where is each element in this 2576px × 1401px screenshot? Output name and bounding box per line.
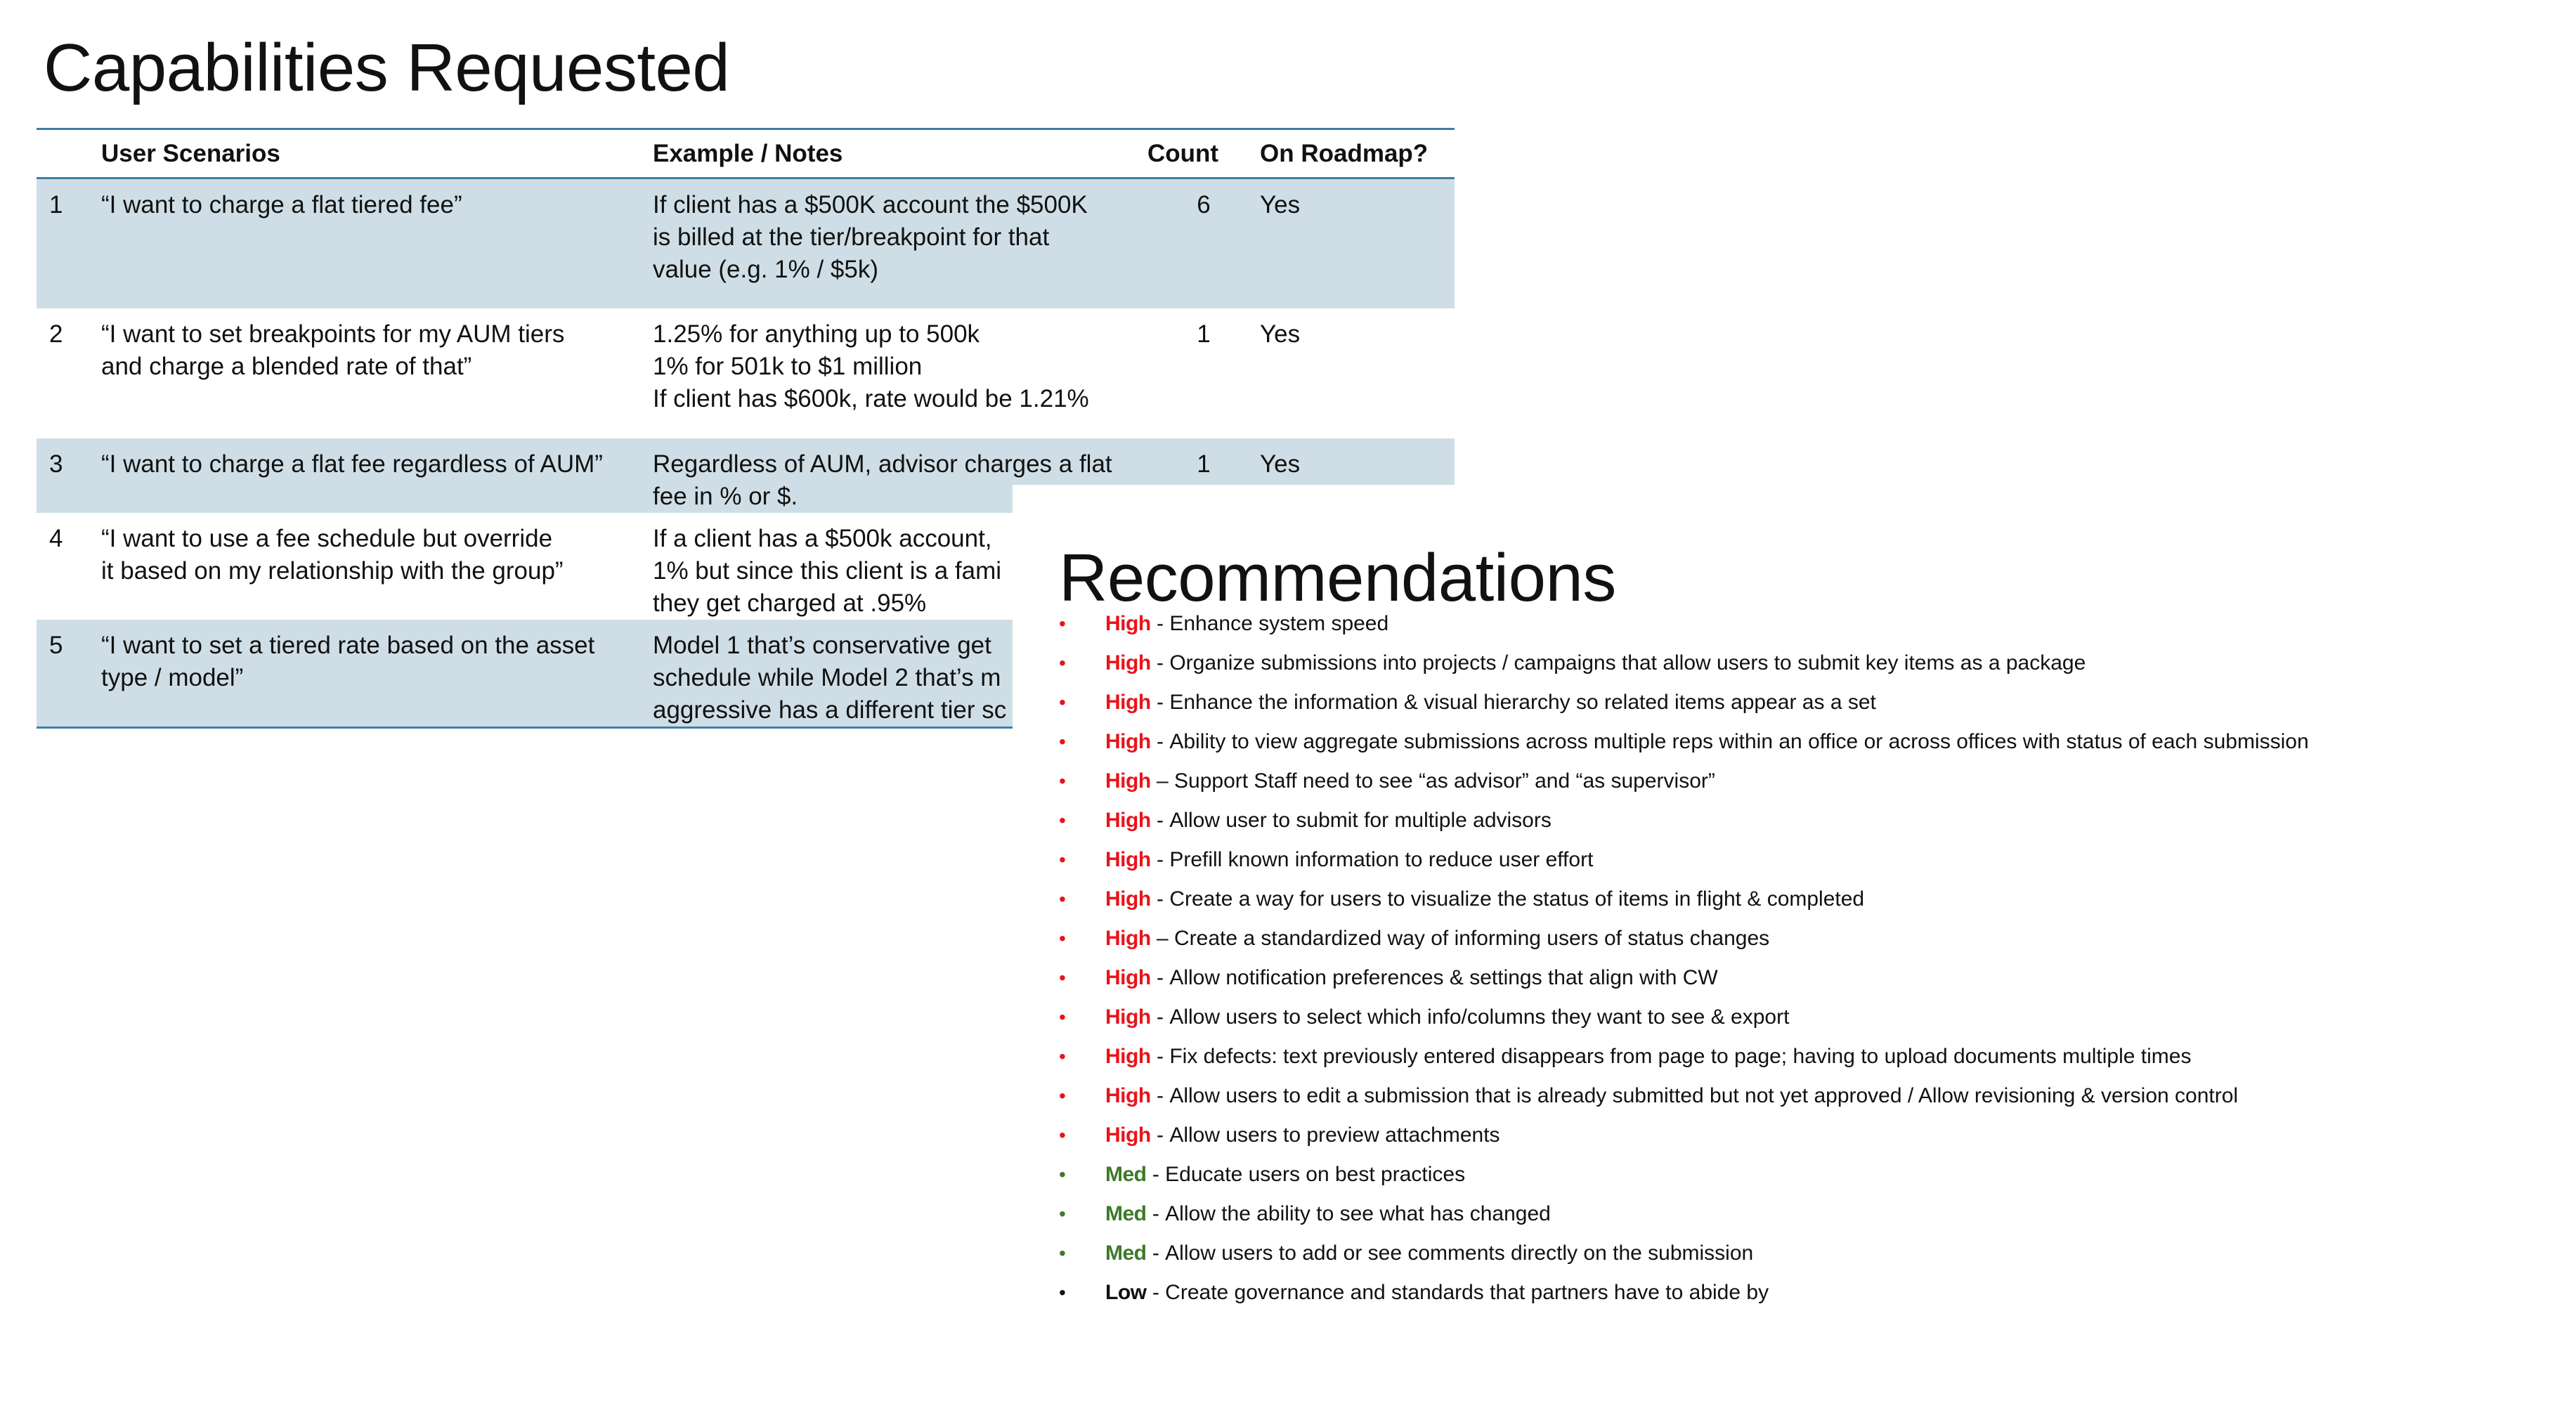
priority-label: High — [1105, 1005, 1151, 1029]
header-count: Count — [1147, 129, 1260, 178]
recommendation-text: Support Staff need to see “as advisor” and “as supervisor” — [1174, 769, 1715, 793]
priority-separator: - — [1146, 1281, 1166, 1304]
row-example: Model 1 that’s conservative get schedule while Model 2 that’s m aggressive has a different tier sc — [653, 620, 1147, 728]
row-number: 4 — [49, 524, 63, 552]
list-item — [1059, 767, 2309, 807]
priority-separator: - — [1150, 809, 1170, 832]
row-scenario: “I want to use a fee schedule but override it based on my relationship with the group” — [101, 524, 564, 585]
row-scenario: “I want to charge a flat tiered fee” — [101, 178, 653, 308]
priority-label: High — [1105, 612, 1151, 635]
recommendation-text: Organize submissions into projects / campaigns that allow users to submit key items as a package — [1169, 651, 2086, 675]
recommendation-text: Enhance system speed — [1169, 612, 1389, 635]
recommendation-text: Create governance and standards that partners have to abide by — [1165, 1281, 1769, 1304]
recommendations-panel — [1013, 485, 2576, 1401]
bullet-icon: • — [1059, 849, 1066, 871]
recommendation-text: Allow user to submit for multiple advisors — [1169, 809, 1552, 832]
recommendation-text: Allow notification preferences & settings that align with CW — [1169, 966, 1718, 989]
row-example: If client has a $500K account the $500K is billed at the tier/breakpoint for that value (e.g. 1% / $5k) — [653, 178, 1147, 308]
bullet-icon: • — [1059, 1045, 1066, 1067]
priority-label: High — [1105, 887, 1151, 911]
list-item — [1059, 1043, 2309, 1082]
row-count: 1 — [1147, 438, 1260, 513]
list-item — [1059, 1161, 2309, 1200]
row-example: Regardless of AUM, advisor charges a flat fee in % or $. — [653, 438, 1147, 513]
bullet-icon: • — [1059, 1203, 1066, 1225]
bullet-icon: • — [1059, 967, 1066, 989]
list-item — [1059, 689, 2309, 728]
row-number: 1 — [37, 178, 101, 308]
priority-separator: - — [1150, 1005, 1170, 1029]
bullet-icon: • — [1059, 691, 1066, 713]
row-example: If a client has a $500k account, 1% but since this client is a fami they get charged at .95% — [653, 524, 1002, 617]
recommendation-text: Allow users to edit a submission that is already submitted but not yet approved / Allow revisioning & version control — [1169, 1084, 2239, 1107]
priority-separator: - — [1146, 1242, 1166, 1265]
bullet-icon: • — [1059, 1164, 1066, 1185]
priority-label: High — [1105, 769, 1151, 793]
bullet-icon: • — [1059, 1282, 1066, 1303]
priority-label: Med — [1105, 1242, 1147, 1265]
list-item — [1059, 649, 2309, 689]
list-item — [1059, 964, 2309, 1003]
row-scenario: “I want to charge a flat fee regardless of AUM” — [101, 438, 653, 513]
row-scenario: “I want to set breakpoints for my AUM tiers and charge a blended rate of that” — [101, 320, 565, 380]
list-item — [1059, 1003, 2309, 1043]
list-item — [1059, 885, 2309, 925]
priority-label: High — [1105, 730, 1151, 753]
recommendation-text: Allow the ability to see what has changed — [1165, 1202, 1551, 1225]
bullet-icon: • — [1059, 1085, 1066, 1107]
priority-label: High — [1105, 966, 1151, 989]
priority-label: High — [1105, 691, 1151, 714]
bullet-icon: • — [1059, 888, 1066, 910]
priority-separator: - — [1150, 848, 1170, 871]
list-item — [1059, 1279, 2309, 1318]
priority-label: High — [1105, 848, 1151, 871]
header-number — [37, 129, 101, 178]
priority-label: High — [1105, 651, 1151, 675]
recommendation-text: Ability to view aggregate submissions across multiple reps within an office or across offices with status of each submission — [1169, 730, 2309, 753]
priority-separator: – — [1150, 927, 1175, 950]
recommendations-list — [1059, 610, 2309, 1318]
list-item — [1059, 1082, 2309, 1121]
row-count: 1 — [1197, 320, 1211, 348]
recommendation-text: Create a standardized way of informing users of status changes — [1174, 927, 1770, 950]
table-header-row — [37, 129, 1455, 178]
priority-label: Low — [1105, 1281, 1147, 1304]
list-item — [1059, 610, 2309, 649]
list-item — [1059, 1121, 2309, 1161]
bullet-icon: • — [1059, 1124, 1066, 1146]
bullet-icon: • — [1059, 731, 1066, 752]
header-on-roadmap: On Roadmap? — [1260, 129, 1455, 178]
row-scenario: “I want to set a tiered rate based on the asset type / model” — [101, 620, 653, 728]
row-number: 5 — [37, 620, 101, 728]
list-item — [1059, 807, 2309, 846]
priority-separator: - — [1150, 730, 1170, 753]
bullet-icon: • — [1059, 652, 1066, 674]
bullet-icon: • — [1059, 1006, 1066, 1028]
priority-separator: – — [1150, 769, 1175, 793]
recommendation-text: Allow users to preview attachments — [1169, 1123, 1500, 1147]
header-user-scenarios: User Scenarios — [101, 129, 653, 178]
capabilities-title: Capabilities Requested — [44, 30, 730, 105]
bullet-icon: • — [1059, 809, 1066, 831]
priority-label: High — [1105, 1123, 1151, 1147]
recommendation-text: Allow users to select which info/columns they want to see & export — [1169, 1005, 1790, 1029]
row-example: 1.25% for anything up to 500k 1% for 501k to $1 million If client has $600k, rate would be 1.21% — [653, 320, 1089, 412]
list-item — [1059, 1200, 2309, 1239]
priority-separator: - — [1146, 1202, 1166, 1225]
priority-separator: - — [1150, 651, 1170, 675]
recommendations-title: Recommendations — [1059, 540, 1616, 615]
bullet-icon: • — [1059, 927, 1066, 949]
priority-separator: - — [1150, 887, 1170, 911]
priority-separator: - — [1150, 1045, 1170, 1068]
recommendation-text: Enhance the information & visual hierarchy so related items appear as a set — [1169, 691, 1876, 714]
priority-label: High — [1105, 809, 1151, 832]
priority-label: Med — [1105, 1202, 1147, 1225]
recommendation-text: Fix defects: text previously entered disappears from page to page; having to upload documents multiple times — [1169, 1045, 2192, 1068]
table-row — [37, 308, 1455, 438]
priority-separator: - — [1150, 1084, 1170, 1107]
list-item — [1059, 1239, 2309, 1279]
priority-label: High — [1105, 1084, 1151, 1107]
row-roadmap: Yes — [1260, 438, 1455, 513]
recommendation-text: Educate users on best practices — [1165, 1163, 1466, 1186]
row-number: 3 — [37, 438, 101, 513]
priority-label: Med — [1105, 1163, 1147, 1186]
recommendation-text: Create a way for users to visualize the status of items in flight & completed — [1169, 887, 1865, 911]
header-example-notes: Example / Notes — [653, 129, 1147, 178]
priority-label: High — [1105, 927, 1151, 950]
table-row — [37, 178, 1455, 308]
priority-label: High — [1105, 1045, 1151, 1068]
bullet-icon: • — [1059, 770, 1066, 792]
priority-separator: - — [1150, 1123, 1170, 1147]
priority-separator: - — [1150, 691, 1170, 714]
recommendation-text: Prefill known information to reduce user effort — [1169, 848, 1594, 871]
list-item — [1059, 846, 2309, 885]
recommendation-text: Allow users to add or see comments directly on the submission — [1165, 1242, 1754, 1265]
row-roadmap: Yes — [1260, 178, 1455, 308]
priority-separator: - — [1146, 1163, 1166, 1186]
row-number: 2 — [49, 320, 63, 348]
priority-separator: - — [1150, 966, 1170, 989]
bullet-icon: • — [1059, 1242, 1066, 1264]
list-item — [1059, 925, 2309, 964]
row-roadmap: Yes — [1260, 320, 1301, 348]
priority-separator: - — [1150, 612, 1170, 635]
bullet-icon: • — [1059, 613, 1066, 634]
list-item — [1059, 728, 2309, 767]
row-count: 6 — [1147, 178, 1260, 308]
